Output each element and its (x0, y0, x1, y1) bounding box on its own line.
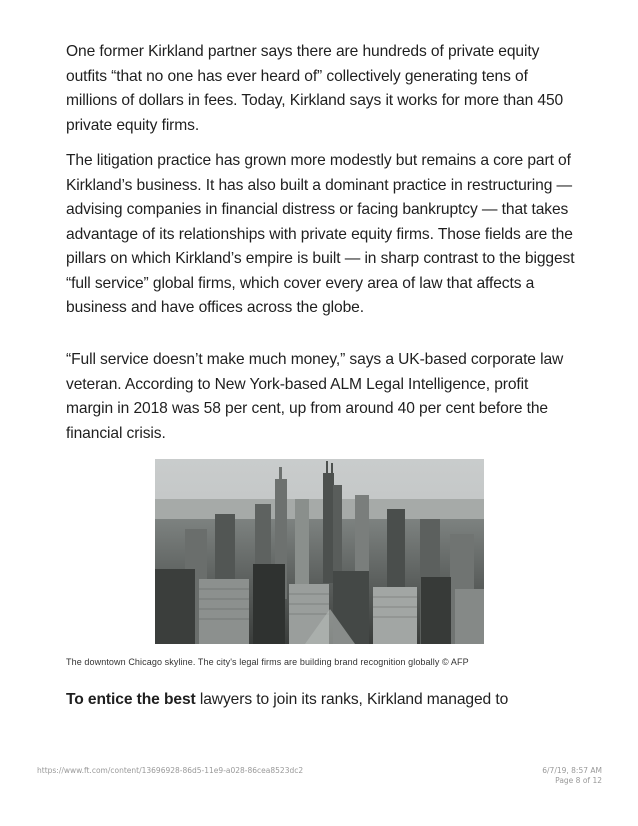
footer-datetime: 6/7/19, 8:57 AM (542, 766, 602, 775)
paragraph-text: lawyers to join its ranks, Kirkland managed to (195, 691, 509, 708)
paragraph-lead-in: To entice the best (66, 691, 196, 708)
footer-meta (542, 766, 602, 786)
image-caption: The downtown Chicago skyline. The city's legal firms are building brand recognition globally © AFP (66, 657, 469, 667)
footer-url: https://www.ft.com/content/13696928-86d5-11e9-a028-86cea8523dc2 (37, 766, 304, 775)
article-paragraph-2: The litigation practice has grown more modestly but remains a core part of Kirkland’s business. It has also built a dominant practice in restructuring — advising companies in financial distress or facing bankruptcy — that takes advantage of its relationships with private equity firms. Those fields are the pillars on which Kirkland’s empire is built — in sharp contrast to the biggest “full service” global firms, which cover every area of law that affects a business and have offices across the globe. (66, 152, 575, 316)
article-paragraph-1: One former Kirkland partner says there are hundreds of private equity outfits “that no one has ever heard of” collectively generating tens of millions of dollars in fees. Today, Kirkland says it works for more than 450 private equity firms. (66, 43, 564, 134)
article-paragraph-3: “Full service doesn’t make much money,” says a UK-based corporate law veteran. According to New York-based ALM Legal Intelligence, profit margin in 2018 was 58 per cent, up from around 40 per cent before the financial crisis. (66, 351, 564, 442)
article-paragraph-4 (66, 688, 576, 713)
footer-page-number: Page 8 of 12 (555, 776, 602, 785)
chicago-skyline-photo (155, 459, 484, 644)
